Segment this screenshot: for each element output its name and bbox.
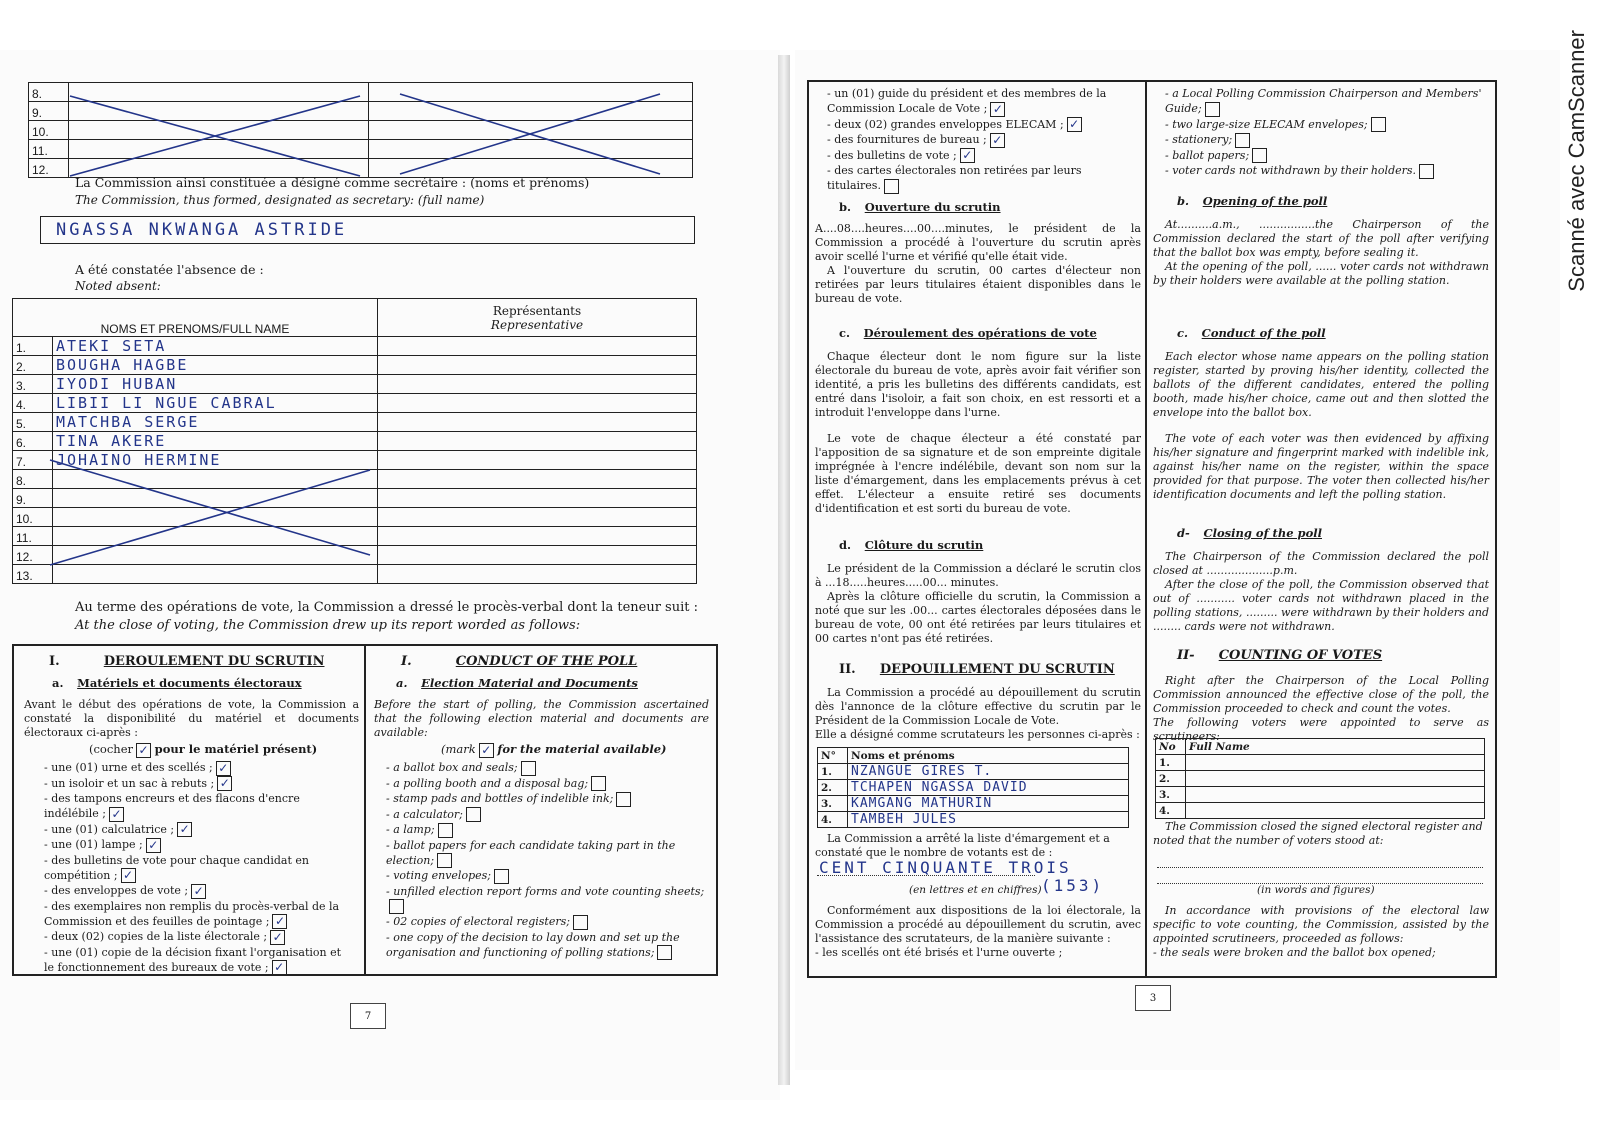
mark-fr-a: (cocher <box>89 742 134 756</box>
dotted-line-2 <box>1157 870 1483 884</box>
secretary-name: NGASSA NKWANGA ASTRIDE <box>56 220 348 240</box>
b-text-fr-1: A....08....heures....00....minutes, le président de la Commission a procédé à l'ouverture du scrutin après avoir scellé l'urne et vérifié qu'elle était vide. <box>815 222 1141 263</box>
absent-name-cell <box>53 356 378 375</box>
checkbox-legend-fr[interactable]: ✓ <box>136 743 151 758</box>
b-header-en <box>1177 194 1327 208</box>
items-fr-list <box>34 760 354 975</box>
absent-row-number: 13. <box>13 565 53 584</box>
checklist-item-label: - voting envelopes; <box>386 869 491 882</box>
absent-label-en: Noted absent: <box>75 279 161 293</box>
checklist-item-label: - une (01) urne et des scellés ; <box>44 761 213 774</box>
suba-header-fr <box>52 676 302 690</box>
register-en <box>1153 820 1489 848</box>
c-text-en-1: Each elector whose name appears on the polling station register, started by proving his/her identity, collected the ballots of the different candidates, entered the polling booth, made his/her choice, came out and then slotted the envelope into the ballot box. <box>1153 350 1489 419</box>
checkbox[interactable]: ✓ <box>217 776 232 791</box>
sec1-title-fr: DEROULEMENT DU SCRUTIN <box>103 654 325 669</box>
absent-rep-cell <box>378 413 697 432</box>
absent-row-number: 8. <box>13 470 53 489</box>
checklist-item-label: - des exemplaires non remplis du procès-verbal de la Commission et des feuilles de pointage ; <box>44 899 340 928</box>
sec2-header-fr <box>839 662 1115 677</box>
closing-en: At the close of voting, the Commission drew up its report worded as follows: <box>75 618 581 633</box>
sec2-text-en-2: The following voters were appointed to serve as scrutineers: <box>1153 716 1489 743</box>
row-number: 8. <box>29 83 69 102</box>
scrutineer-number-en: 2. <box>1156 771 1186 787</box>
d-text-en-2: After the close of the poll, the Commission observed that out of ........... voter cards not withdrawn placed in the polling stations, ......... were withdrawn by their holders and ........ cards were not withdrawn. <box>1153 578 1489 633</box>
closing-fr: Au terme des opérations de vote, la Commission a dressé le procès-verbal dont la teneur suit : <box>75 600 698 615</box>
checkbox[interactable] <box>389 899 404 914</box>
scrutineer-row <box>818 764 1129 780</box>
scrutineer-row <box>818 796 1129 812</box>
checklist-item-label: - des bulletins de vote ; <box>827 148 957 162</box>
conform-fr-1: Conformément aux dispositions de la loi électorale, la Commission a procédé au dépouillement du scrutin, avec l'assistance des scrutateurs, de la manière suivante : <box>815 904 1141 945</box>
absent-rep-cell <box>378 565 697 584</box>
checkbox[interactable] <box>1419 164 1434 179</box>
absent-header-rep <box>378 299 697 337</box>
checklist-item <box>44 929 354 945</box>
checklist-item-label: - deux (02) grandes enveloppes ELECAM ; <box>827 117 1064 131</box>
checklist-item <box>386 760 711 776</box>
checklist-item <box>386 807 711 823</box>
section-i-box <box>12 644 718 976</box>
absent-row-number: 5. <box>13 413 53 432</box>
sec2-title-fr: DEPOUILLEMENT DU SCRUTIN <box>879 662 1115 677</box>
checklist-item <box>827 117 1137 133</box>
absent-row <box>13 375 697 394</box>
intro-en <box>374 698 709 740</box>
c-text-fr-2: Le vote de chaque électeur a été constaté par l'apposition de sa signature et de son empreinte digitale imprégnée à l'encre indélébile, devant son nom sur la liste d'émargement, dans les emplacements prévus à cet effet. L'électeur a ensuite retiré ses documents d'identification et est sorti du bureau de vote. <box>815 432 1141 515</box>
c-text-en <box>1153 350 1489 502</box>
checkbox[interactable]: ✓ <box>270 930 285 945</box>
checkbox[interactable]: ✓ <box>960 148 975 163</box>
b-title-en: Opening of the poll <box>1202 194 1328 208</box>
absent-row-number: 10. <box>13 508 53 527</box>
secretary-field <box>40 216 695 244</box>
checkbox[interactable]: ✓ <box>216 761 231 776</box>
scrutineers-table-fr <box>817 747 1129 828</box>
checklist-item <box>386 884 711 915</box>
sec2-num-fr: II. <box>839 662 856 677</box>
absent-rep-cell <box>378 508 697 527</box>
checklist-item-label: - ballot papers for each candidate taking part in the election; <box>386 838 676 867</box>
checklist-item-label: - des cartes électorales non retirées par leurs titulaires. <box>827 164 1082 192</box>
d-header-en <box>1177 526 1322 540</box>
items-en-list <box>376 760 711 960</box>
register-fr <box>815 832 1141 860</box>
checklist-item-label: - stationery; <box>1165 133 1233 146</box>
voters-figure: (153) <box>1041 876 1105 895</box>
absent-rep-cell <box>378 375 697 394</box>
scrut-col-no-en: No <box>1156 739 1186 755</box>
checklist-item-label: - une (01) calculatrice ; <box>44 822 175 836</box>
checklist-item <box>44 899 354 930</box>
b-text-en-1: At..........a.m., ................the Chairperson of the Commission declared the start of the poll after verifying that the ballot box was empty, before sealing it. <box>1153 218 1489 259</box>
absent-row <box>13 432 697 451</box>
sec2-text-fr-2: Elle a désigné comme scrutateurs les personnes ci-après : <box>815 728 1140 741</box>
checkbox[interactable]: ✓ <box>146 838 161 853</box>
b-text-en-2: At the opening of the poll, ...... voter cards not withdrawn by their holders were available at the polling station. <box>1153 260 1489 287</box>
scrutineer-name-cell-en <box>1186 771 1485 787</box>
checklist-item <box>1165 117 1485 133</box>
absent-name: IYODI HUBAN <box>56 375 178 393</box>
conform-fr-2: - les scellés ont été brisés et l'urne ouverte ; <box>815 946 1063 959</box>
scrutineer-name: TCHAPEN NGASSA DAVID <box>851 780 1028 795</box>
rep-header-fr: Représentants <box>492 303 582 318</box>
checkbox[interactable] <box>438 823 453 838</box>
checklist-item <box>386 838 711 869</box>
checklist-item-label: - unfilled election report forms and vote counting sheets; <box>386 884 705 898</box>
checklist-item-label: - a polling booth and a disposal bag; <box>386 776 589 790</box>
dotted-line-1 <box>1157 854 1483 868</box>
mark-fr <box>89 742 317 758</box>
checklist-item <box>44 883 354 899</box>
checklist-item <box>1165 132 1485 148</box>
scrutineer-number-en: 3. <box>1156 787 1186 803</box>
checklist-item-label: - a lamp; <box>386 823 435 836</box>
scrutineer-name-cell-en <box>1186 787 1485 803</box>
scrutineer-row-en <box>1156 787 1485 803</box>
b-text-fr <box>815 222 1141 306</box>
checkbox[interactable] <box>437 853 452 868</box>
mark-en-a: (mark <box>441 742 476 756</box>
words-line <box>817 875 1035 876</box>
sec1-title-en: CONDUCT OF THE POLL <box>455 654 638 669</box>
checkbox[interactable] <box>591 776 606 791</box>
c-title-fr: Déroulement des opérations de vote <box>863 326 1097 340</box>
absent-row-number: 1. <box>13 337 53 356</box>
secretary-label-fr: La Commission ainsi constituée a désigné comme secrétaire : (noms et prénoms) <box>75 175 590 190</box>
scrutineer-name-cell <box>848 812 1129 828</box>
row-number: 10. <box>29 121 69 140</box>
checkbox[interactable]: ✓ <box>990 133 1005 148</box>
b-letter-en: b. <box>1177 194 1190 208</box>
b-title-fr: Ouverture du scrutin <box>864 200 1001 214</box>
checklist-item <box>386 868 711 884</box>
checklist-item <box>1165 163 1485 179</box>
checklist-item-label: - two large-size ELECAM envelopes; <box>1165 117 1368 131</box>
checklist-item <box>386 822 711 838</box>
checklist-item <box>1165 148 1485 164</box>
checklist-item-label: - one copy of the decision to lay down and set up the organisation and functioning of polling stations; <box>386 930 680 959</box>
suba-letter-en: a. <box>396 676 408 690</box>
scrutineer-row <box>818 780 1129 796</box>
scrut-col-name-fr: Noms et prénoms <box>848 748 1129 764</box>
row-number: 12. <box>29 159 69 178</box>
absent-row <box>13 337 697 356</box>
mark-en-b: for the material available) <box>497 742 667 756</box>
checkbox[interactable]: ✓ <box>272 914 287 929</box>
c-letter-fr: c. <box>839 326 851 340</box>
scrutineer-name-cell <box>848 796 1129 812</box>
absent-name-cell <box>53 413 378 432</box>
c-letter-en: c. <box>1177 326 1189 340</box>
sec1-num-fr: I. <box>49 654 60 669</box>
c-header-fr <box>839 326 1097 340</box>
checklist-item <box>386 914 711 930</box>
conform-en-2: - the seals were broken and the ballot box opened; <box>1153 946 1436 959</box>
checklist-item-label: - un (01) guide du président et des membres de la Commission Locale de Vote ; <box>827 87 1107 115</box>
checkbox[interactable]: ✓ <box>990 102 1005 117</box>
absent-row-number: 3. <box>13 375 53 394</box>
checkbox[interactable] <box>1205 102 1220 117</box>
absent-row-number: 4. <box>13 394 53 413</box>
absent-rep-cell <box>378 394 697 413</box>
camscanner-watermark: Scanné avec CamScanner <box>1564 30 1589 292</box>
checkbox[interactable]: ✓ <box>177 822 192 837</box>
absent-row <box>13 413 697 432</box>
checkbox[interactable]: ✓ <box>191 884 206 899</box>
right-fr-col <box>809 82 1147 976</box>
checkbox[interactable] <box>616 792 631 807</box>
checklist-item-label: - a ballot box and seals; <box>386 761 518 774</box>
absent-name: BOUGHA HAGBE <box>56 356 189 374</box>
page-number-right: 3 <box>1135 985 1171 1011</box>
d-text-fr-1: Le président de la Commission a déclaré le scrutin clos à ...18.....heures.....00... minutes. <box>815 562 1141 589</box>
sec2-text-fr-1: La Commission a procédé au dépouillement du scrutin dès l'annonce de la clôture effective du scrutin par le Président de la Commission Locale de Vote. <box>815 686 1141 727</box>
voters-words: CENT CINQUANTE TROIS <box>819 858 1072 877</box>
absent-name-cell <box>53 394 378 413</box>
absent-rep-cell <box>378 489 697 508</box>
checkbox[interactable] <box>1371 117 1386 132</box>
sec2-text-en-1: Right after the Chairperson of the Local Polling Commission announced the effective close of the poll, the Commission proceeded to check and count the votes. <box>1153 674 1489 715</box>
checkbox[interactable]: ✓ <box>121 868 136 883</box>
scrutineer-row-en <box>1156 755 1485 771</box>
checklist-item <box>827 132 1137 148</box>
checklist-item-label: - deux (02) copies de la liste électorale ; <box>44 930 268 943</box>
checkbox[interactable] <box>1235 133 1250 148</box>
intro-fr-text: Avant le début des opérations de vote, la Commission a constaté la disponibilité du matériel et documents électoraux ci-après : <box>24 698 359 739</box>
scrutineer-name: KAMGANG MATHURIN <box>851 796 993 811</box>
absent-rep-cell <box>378 451 697 470</box>
checklist-item-label: - stamp pads and bottles of indelible ink; <box>386 792 614 805</box>
checklist-item <box>44 822 354 838</box>
words-lines-en <box>1157 852 1483 886</box>
scrutineer-name: NZANGUE GIRES T. <box>851 764 993 779</box>
c-text-en-2: The vote of each voter was then evidenced by affixing his/her signature and fingerprint marked with indelible ink, against his/her name on the register, within the space provided for that purpose. The voter then collected his/her identification documents and left the polling station. <box>1153 432 1489 501</box>
absent-rep-cell <box>378 546 697 565</box>
checklist-item-label: - une (01) copie de la décision fixant l'organisation et le fonctionnement des bureaux de vote ; <box>44 945 342 974</box>
checkbox[interactable] <box>494 869 509 884</box>
checkbox[interactable] <box>466 807 481 822</box>
absent-name: JOHAINO HERMINE <box>56 451 222 469</box>
conform-fr <box>815 904 1141 960</box>
c-title-en: Conduct of the poll <box>1201 326 1326 340</box>
scrutineer-number-en: 4. <box>1156 803 1186 819</box>
checklist-item <box>1165 86 1485 117</box>
sec1-num-en: I. <box>401 654 412 669</box>
checklist-item <box>44 945 354 976</box>
secretary-label-en: The Commission, thus formed, designated as secretary: (full name) <box>75 193 485 207</box>
b-text-fr-2: A l'ouverture du scrutin, 00 cartes d'électeur non retirées par leurs titulaires étaient disponibles dans le bureau de vote. <box>815 264 1141 305</box>
checklist-item-label: - des fournitures de bureau ; <box>827 133 987 146</box>
register-en-text: The Commission closed the signed electoral register and noted that the number of voters stood at: <box>1153 820 1483 847</box>
scrut-col-no-fr: N° <box>818 748 848 764</box>
checklist-item <box>827 148 1137 164</box>
checklist-item <box>386 776 711 792</box>
checklist-item-label: - des tampons encreurs et des flacons d'encre indélébile ; <box>44 792 300 820</box>
left-page <box>0 50 780 1100</box>
c-header-en <box>1177 326 1326 340</box>
absent-row-number: 11. <box>13 527 53 546</box>
c-text-fr <box>815 350 1141 516</box>
checklist-item <box>44 837 354 853</box>
checklist-item-label: - une (01) lampe ; <box>44 838 143 851</box>
absent-row-number: 9. <box>13 489 53 508</box>
checkbox[interactable]: ✓ <box>272 960 287 975</box>
absent-name-cell <box>53 375 378 394</box>
d-text-fr-2: Après la clôture officielle du scrutin, la Commission a noté que sur les .00... cartes électorales déposées dans le bureau de vote, 00 ont été retirées par leurs titulaires et 00 cartes n'ont pas été retirées. <box>815 590 1141 645</box>
absent-name: MATCHBA SERGE <box>56 413 200 431</box>
conform-en <box>1153 904 1489 960</box>
intro-en-text: Before the start of polling, the Commission ascertained that the following election material and documents are available: <box>374 698 709 739</box>
section-i-fr-col <box>14 646 366 974</box>
b-header-fr <box>839 200 1001 214</box>
scrutineer-row-en <box>1156 803 1485 819</box>
checkbox[interactable]: ✓ <box>1067 117 1082 132</box>
checkbox[interactable] <box>884 179 899 194</box>
r-items-fr-list <box>817 86 1137 194</box>
d-header-fr <box>839 538 983 552</box>
scrutineer-name-cell-en <box>1186 755 1485 771</box>
d-text-fr <box>815 562 1141 646</box>
sec2-title-en: COUNTING OF VOTES <box>1218 648 1383 663</box>
letters-figures-fr: (en lettres et en chiffres) <box>909 884 1042 896</box>
section-i-en-col <box>366 646 718 974</box>
crossed-out-mark <box>60 84 700 184</box>
intro-fr <box>24 698 359 740</box>
checklist-item <box>44 853 354 884</box>
checkbox-legend-en[interactable]: ✓ <box>479 743 494 758</box>
c-text-fr-1: Chaque électeur dont le nom figure sur la liste électorale du bureau de vote, après avoir fait vérifier son identité, a pris les bulletins des différents candidats, est entré dans l'isoloir, a fait son choix, en est ressorti et a introduit l'enveloppe dans l'urne. <box>815 350 1141 419</box>
r-items-en-list <box>1155 86 1485 179</box>
absent-rep-cell <box>378 337 697 356</box>
sec2-num-en: II- <box>1177 648 1195 663</box>
checkbox[interactable]: ✓ <box>109 807 124 822</box>
checklist-item-label: - un isoloir et un sac à rebuts ; <box>44 776 215 790</box>
absent-header-name: NOMS ET PRENOMS/FULL NAME <box>13 299 378 337</box>
checkbox[interactable] <box>521 761 536 776</box>
scrutineer-name-cell-en <box>1186 803 1485 819</box>
checklist-item-label: - des bulletins de vote pour chaque candidat en compétition ; <box>44 853 309 882</box>
absent-cross-mark <box>40 455 390 575</box>
scrut-col-name-en: Full Name <box>1186 739 1485 755</box>
absent-row-number: 6. <box>13 432 53 451</box>
d-text-en-1: The Chairperson of the Commission declared the poll closed at ...................p.m. <box>1153 550 1489 577</box>
absent-rep-cell <box>378 470 697 489</box>
checklist-item-label: - 02 copies of electoral registers; <box>386 915 570 928</box>
checklist-item-label: - des enveloppes de vote ; <box>44 884 189 897</box>
checklist-item-label: - ballot papers; <box>1165 148 1250 162</box>
sec2-text-en <box>1153 674 1489 744</box>
absent-row-number: 2. <box>13 356 53 375</box>
row-number: 11. <box>29 140 69 159</box>
right-box <box>807 80 1497 978</box>
mark-en <box>441 742 667 758</box>
right-page <box>795 50 1560 1070</box>
checkbox[interactable] <box>657 945 672 960</box>
checklist-item-label: - voter cards not withdrawn by their holders. <box>1165 164 1417 177</box>
absent-rep-cell <box>378 356 697 375</box>
right-en-col <box>1147 82 1497 976</box>
checkbox[interactable] <box>573 915 588 930</box>
absent-row-number: 12. <box>13 546 53 565</box>
absent-row <box>13 394 697 413</box>
scrutineer-name-cell <box>848 780 1129 796</box>
book-spine <box>778 55 790 1085</box>
checklist-item <box>44 791 354 822</box>
sec1-header-en <box>401 654 637 669</box>
scrutineer-number: 2. <box>818 780 848 796</box>
absent-rep-cell <box>378 432 697 451</box>
scrutineer-number: 3. <box>818 796 848 812</box>
row-number: 9. <box>29 102 69 121</box>
checklist-item <box>44 776 354 792</box>
suba-title-fr: Matériels et documents électoraux <box>77 676 302 690</box>
absent-name-cell <box>53 337 378 356</box>
d-title-fr: Clôture du scrutin <box>864 538 984 552</box>
checklist-item <box>827 86 1137 117</box>
scrutineer-number: 1. <box>818 764 848 780</box>
absent-name: ATEKI SETA <box>56 337 167 355</box>
scrutineer-name: TAMBEH JULES <box>851 812 957 827</box>
checklist-item-label: - a calculator; <box>386 807 463 821</box>
sec1-header-fr <box>49 654 324 669</box>
scrutineer-number-en: 1. <box>1156 755 1186 771</box>
conform-en-1: In accordance with provisions of the electoral law specific to vote counting, the Commission, assisted by the appointed scrutineers, proceeded as follows: <box>1153 904 1489 945</box>
d-text-en <box>1153 550 1489 634</box>
rep-header-en: Representative <box>490 317 584 332</box>
words-figures-en: (in words and figures) <box>1257 884 1375 896</box>
checklist-item <box>44 760 354 776</box>
b-text-en <box>1153 218 1489 288</box>
d-letter-en: d- <box>1177 526 1190 540</box>
scrutineers-table-en <box>1155 738 1485 819</box>
absent-row <box>13 356 697 375</box>
checklist-item <box>386 930 711 961</box>
sec2-header-en <box>1177 648 1382 663</box>
absent-rep-cell <box>378 527 697 546</box>
absent-label-fr: A été constatée l'absence de : <box>75 262 264 277</box>
scrutineer-name-cell <box>848 764 1129 780</box>
scrutineer-row-en <box>1156 771 1485 787</box>
suba-letter-fr: a. <box>52 676 64 690</box>
absent-name: LIBII LI NGUE CABRAL <box>56 394 277 412</box>
scrutineer-row <box>818 812 1129 828</box>
d-title-en: Closing of the poll <box>1203 526 1322 540</box>
absent-name: TINA AKERE <box>56 432 167 450</box>
suba-header-en <box>396 676 638 690</box>
mark-fr-b: pour le matériel présent) <box>154 742 318 756</box>
b-letter-fr: b. <box>839 200 852 214</box>
checklist-item <box>827 163 1137 194</box>
checklist-item-label: - a Local Polling Commission Chairperson and Members' Guide; <box>1165 87 1482 115</box>
suba-title-en: Election Material and Documents <box>421 676 638 690</box>
register-fr-text: La Commission a arrêté la liste d'émargement et a constaté que le nombre de votants est de : <box>815 832 1110 859</box>
checkbox[interactable] <box>1252 148 1267 163</box>
sec2-text-fr <box>815 686 1141 742</box>
absent-name-cell <box>53 432 378 451</box>
d-letter-fr: d. <box>839 538 852 552</box>
checklist-item <box>386 791 711 807</box>
absent-row-number: 7. <box>13 451 53 470</box>
scrutineer-number: 4. <box>818 812 848 828</box>
page-number-left: 7 <box>350 1003 386 1029</box>
